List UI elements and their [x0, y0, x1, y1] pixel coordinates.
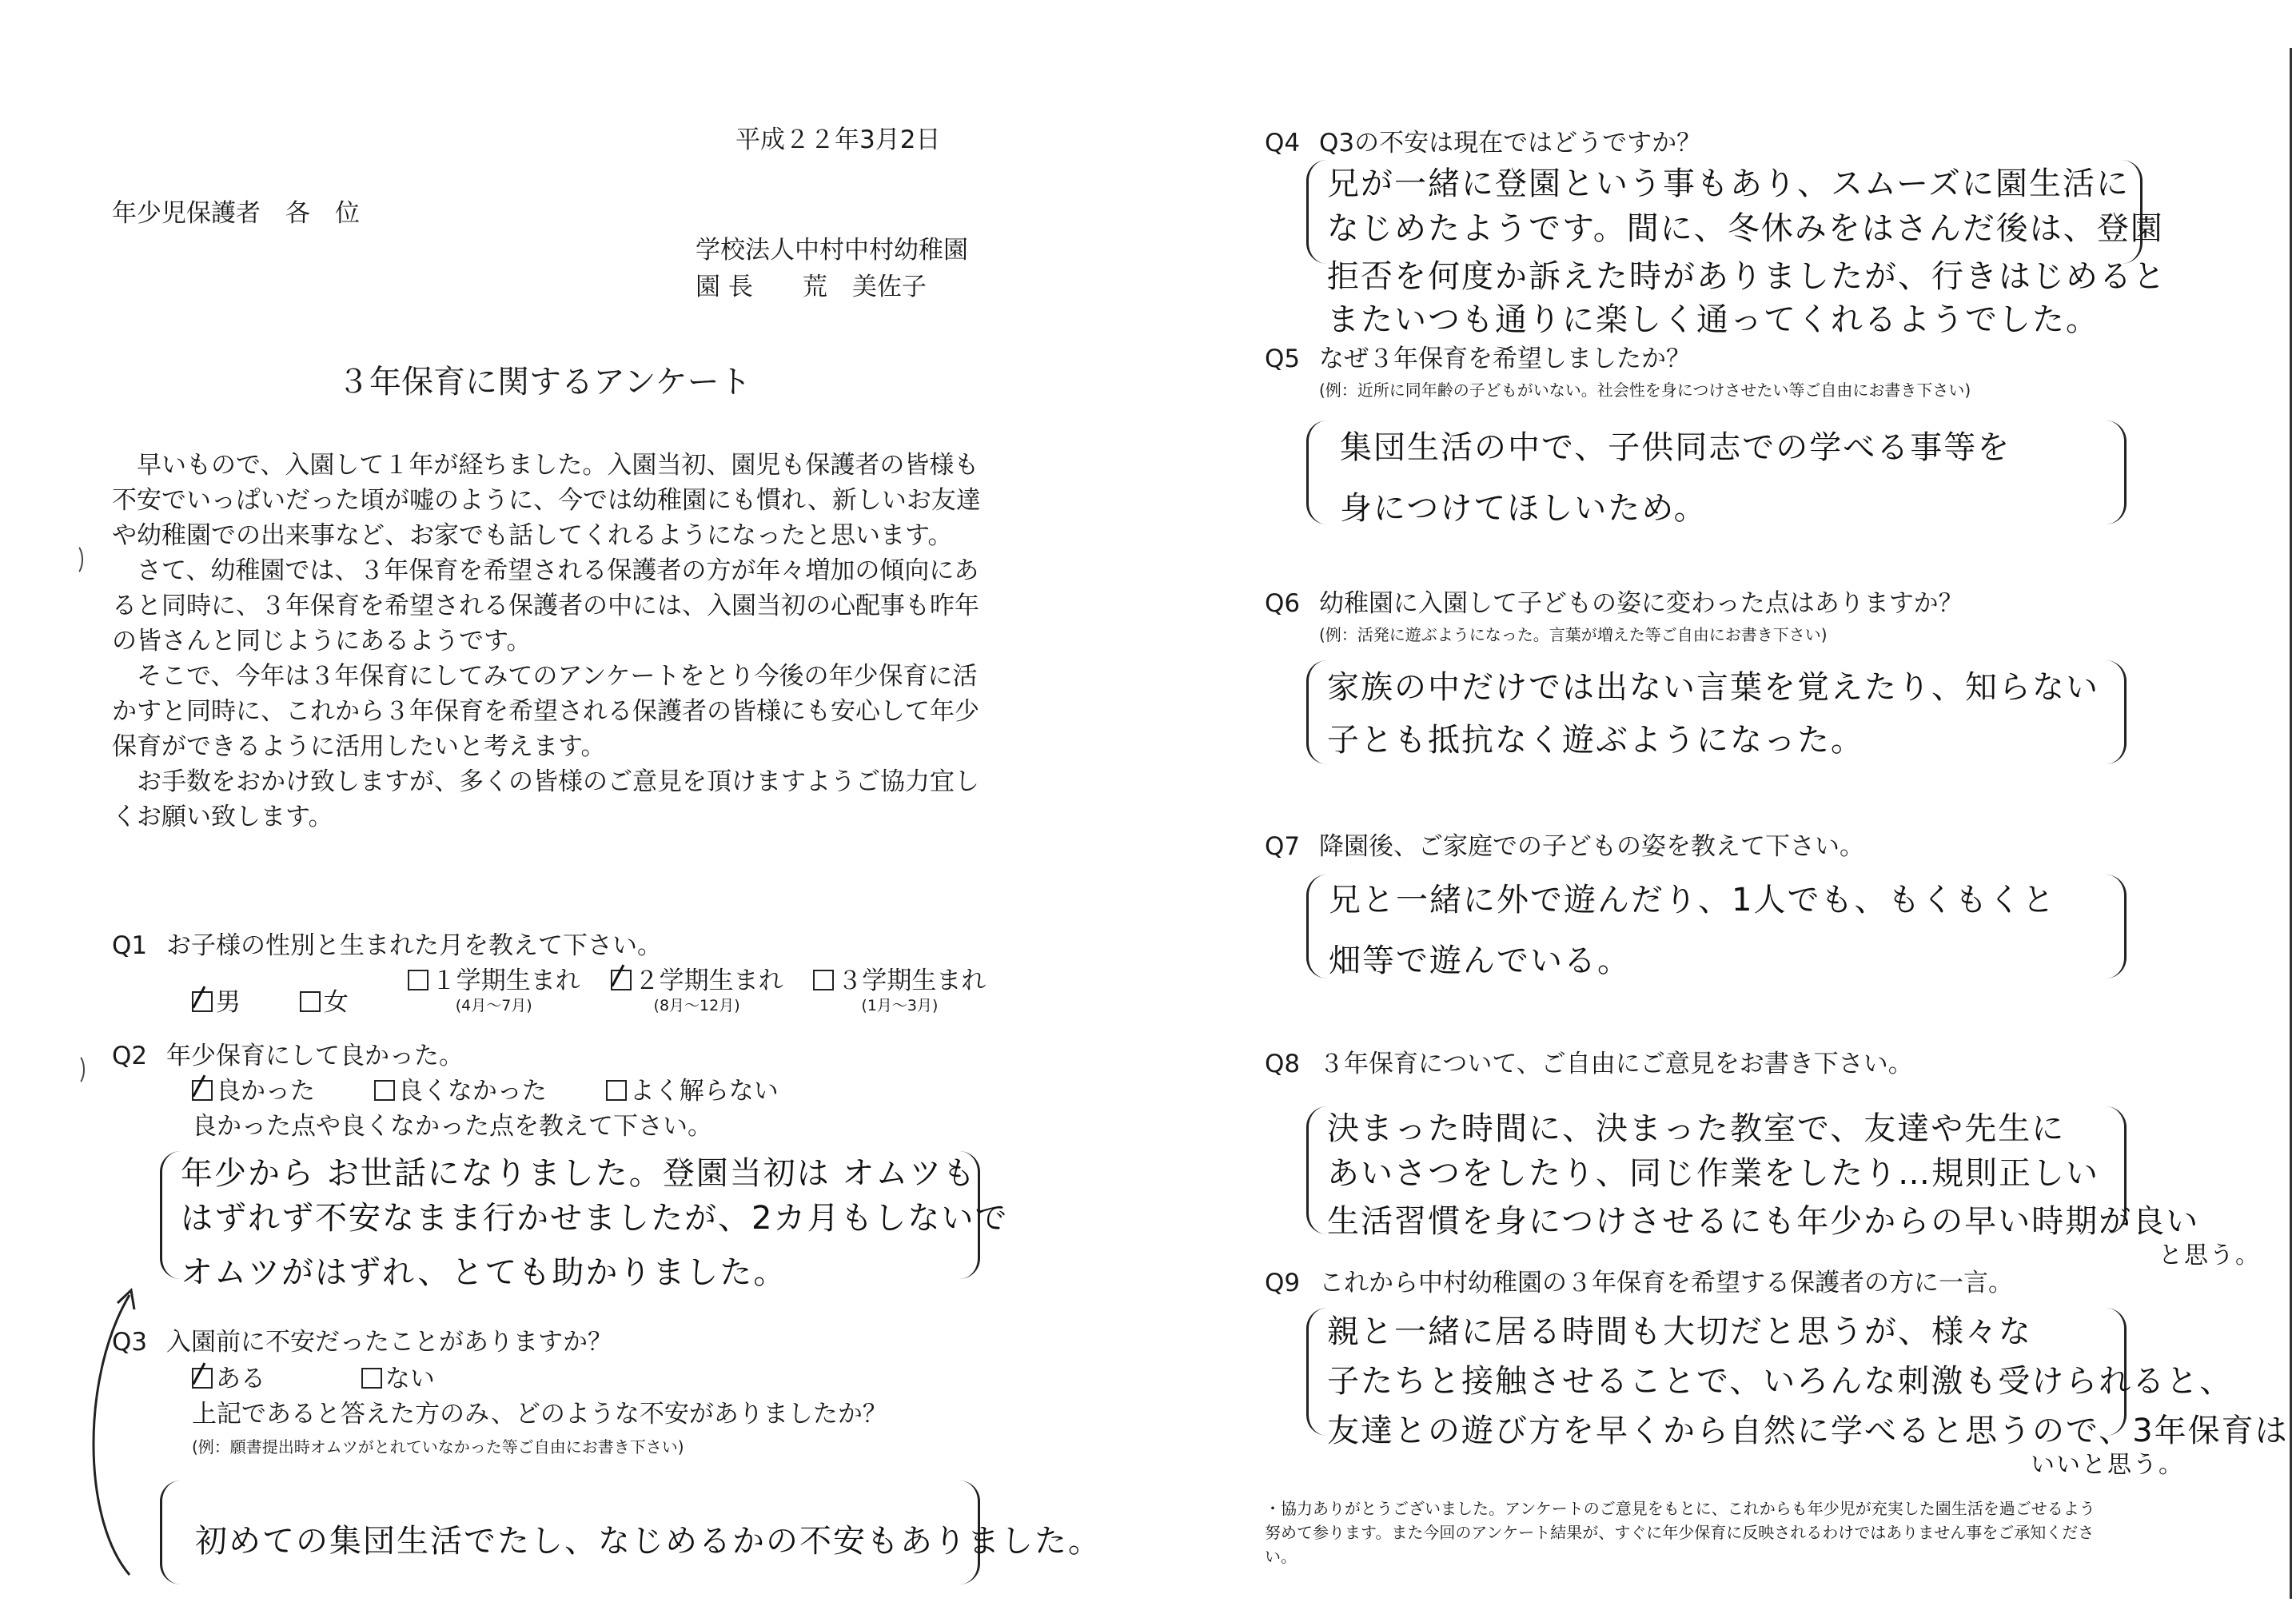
question-2 [112, 1044, 464, 1069]
question-number: Q2 [112, 1042, 148, 1070]
q3-options [192, 1367, 435, 1392]
q7-answer-line: 兄と一緒に外で遊んだり、1人でも、もくもくと [1329, 882, 2056, 919]
intro-text [112, 448, 983, 835]
checkbox[interactable] [606, 1080, 627, 1101]
q6-answer-line: 子とも抵抗なく遊ぶようになった。 [1327, 722, 1864, 759]
q2-answer-line: 年少から お世話になりました。登園当初は オムツも [181, 1155, 977, 1192]
q2-answer-line: オムツがはずれ、とても助かりました。 [181, 1254, 787, 1291]
binder-hole-mark [66, 544, 83, 576]
question-8 [1265, 1052, 1913, 1077]
checkbox[interactable] [361, 1368, 382, 1389]
q3-followup: 上記であると答えた方のみ、どのような不安がありましたか？ [192, 1400, 887, 1429]
question-9 [1265, 1271, 2013, 1296]
question-text: 降園後、ご家庭での子どもの姿を教えて下さい。 [1319, 832, 1864, 861]
intro-paragraph: そこで、今年は３年保育にしてみてのアンケートをとり今後の年少保育に活かすと同時に、これから３年保育を希望される保護者の皆様にも安心して年少保育ができるように活用したいと考えます。 [112, 662, 979, 761]
checkbox-checked[interactable] [192, 991, 213, 1012]
q1-option-female[interactable]: 女 [300, 990, 349, 1015]
q8-answer-line: あいさつをしたり、同じ作業をしたり…規則正しい [1327, 1155, 2099, 1192]
school-name: 学校法人中村中村幼稚園 [696, 236, 968, 265]
question-number: Q4 [1265, 129, 1301, 157]
recipient: 年少児保護者 各 位 [112, 199, 360, 228]
question-3 [112, 1330, 612, 1355]
question-6 [1265, 589, 1963, 618]
q1-option-term2[interactable]: ２学期生まれ (8月～12月) [611, 969, 783, 1014]
question-5 [1265, 347, 1691, 372]
question-number: Q1 [112, 931, 148, 960]
q2-option-good[interactable]: 良かった [192, 1079, 315, 1104]
q2-option-unsure[interactable]: よく解らない [606, 1079, 779, 1104]
question-text: お子様の性別と生まれた月を教えて下さい。 [166, 931, 662, 960]
question-number: Q9 [1265, 1269, 1301, 1297]
question-1 [112, 931, 662, 960]
q3-option-yes[interactable]: ある [192, 1367, 265, 1392]
question-text: これから中村幼稚園の３年保育を希望する保護者の方に一言。 [1319, 1269, 2013, 1297]
q5-answer-line: 身につけてほしいため。 [1340, 490, 1708, 527]
q9-answer-line: 子たちと接触させることで、いろんな刺激も受けられると、 [1327, 1363, 2234, 1400]
question-number: Q6 [1265, 589, 1301, 618]
checkbox[interactable] [408, 970, 429, 990]
document-date: 平成２２年3月2日 [735, 126, 941, 154]
q5-example: (例：近所に同年齢の子どもがいない。社会性を身につけさせたい等ご自由にお書き下さい) [1319, 381, 1971, 400]
q6-example: (例：活発に遊ぶようになった。言葉が増えた等ご自由にお書き下さい) [1319, 625, 1828, 644]
question-text: 入園前に不安だったことがありますか？ [166, 1328, 612, 1357]
q2-answer-line: はずれず不安なまま行かせましたが、2カ月もしないで [181, 1200, 1009, 1237]
question-text: ３年保育について、ご自由にご意見をお書き下さい。 [1319, 1050, 1913, 1078]
question-number: Q5 [1265, 345, 1301, 373]
q1-option-term1[interactable]: １学期生まれ (4月～7月) [408, 969, 580, 1014]
intro-paragraph: さて、幼稚園では、３年保育を希望される保護者の方が年々増加の傾向にあると同時に、３年保育を希望される保護者の中には、入園当初の心配事も昨年の皆さんと同じようにあるようです。 [112, 556, 979, 656]
checkbox-checked[interactable] [192, 1080, 213, 1101]
q9-answer-line: 友達との遊び方を早くから自然に学べると思うので、3年保育は [1327, 1413, 2289, 1449]
q8-answer-tail: と思う。 [2158, 1241, 2261, 1269]
page-title: ３年保育に関するアンケート [337, 364, 751, 401]
q7-answer-line: 畑等で遊んでいる。 [1329, 943, 1631, 979]
checkbox[interactable] [813, 970, 834, 990]
intro-paragraph: お手数をおかけ致しますが、多くの皆様のご意見を頂けますようご協力宜しくお願い致します。 [112, 767, 979, 831]
question-text: なぜ３年保育を希望しましたか？ [1319, 345, 1691, 373]
q6-answer-line: 家族の中だけでは出ない言葉を覚えたり、知らない [1327, 669, 2099, 706]
q5-answer-line: 集団生活の中で、子供同志での学べる事等を [1340, 429, 2011, 466]
q9-answer-line: 親と一緒に居る時間も大切だと思うが、様々な [1327, 1313, 2032, 1350]
q8-answer-line: 決まった時間に、決まった教室で、友達や先生に [1327, 1110, 2066, 1147]
q9-answer-tail: いいと思う。 [2031, 1451, 2184, 1479]
intro-paragraph: 早いもので、入園して１年が経ちました。入園当初、園児も保護者の皆様も不安でいっぱいだった頃が嘘のように、今では幼稚園にも慣れ、新しいお友達や幼稚園での出来事など、お家でも話してくれるようになったと思います。 [112, 451, 981, 550]
q2-options [192, 1079, 779, 1104]
hand-drawn-arrow [74, 1279, 161, 1583]
q1-option-male[interactable]: 男 [192, 990, 241, 1015]
q1-options [192, 966, 987, 1017]
footer-note: ・協力ありがとうございました。アンケートのご意見をもとに、これからも年少児が充実した園生活を過ごせるよう努めて参ります。また今回のアンケート結果が、すぐに年少保育に反映されるわけではありません事をご承知ください。 [1265, 1499, 2095, 1566]
question-text: Q3の不安は現在ではどうですか？ [1319, 129, 1702, 157]
q4-answer-line: なじめたようです。間に、冬休みをはさんだ後は、登園 [1327, 210, 2164, 247]
q1-option-term3[interactable]: ３学期生まれ (1月～3月) [813, 969, 986, 1014]
binder-hole-mark [67, 1054, 85, 1086]
question-number: Q7 [1265, 832, 1301, 861]
question-text: 年少保育にして良かった。 [166, 1042, 464, 1070]
checkbox-checked[interactable] [611, 970, 632, 990]
question-7 [1265, 832, 1864, 861]
checkbox[interactable] [300, 991, 321, 1012]
q2-option-not-good[interactable]: 良くなかった [374, 1079, 547, 1104]
question-number: Q3 [112, 1328, 148, 1357]
question-4 [1265, 131, 1701, 156]
question-number: Q8 [1265, 1050, 1301, 1078]
q3-example: (例：願書提出時オムツがとれていなかった等ご自由にお書き下さい) [192, 1437, 684, 1457]
principal-name: 園 長 荒 美佐子 [696, 273, 927, 301]
question-text: 幼稚園に入園して子どもの姿に変わった点はありますか？ [1319, 589, 1963, 618]
q8-answer-line: 生活習慣を身につけさせるにも年少からの早い時期が良い [1327, 1203, 2200, 1240]
q3-answer-line: 初めての集団生活でたし、なじめるかの不安もありました。 [195, 1523, 1102, 1560]
q4-answer-line: またいつも通りに楽しく通ってくれるようでした。 [1327, 301, 2099, 338]
q4-answer-line: 拒否を何度か訴えた時がありましたが、行きはじめると [1327, 258, 2166, 295]
q2-followup: 良かった点や良くなかった点を教えて下さい。 [192, 1112, 712, 1141]
q4-answer-line: 兄が一緒に登園という事もあり、スムーズに園生活に [1327, 165, 2130, 202]
checkbox[interactable] [374, 1080, 395, 1101]
scan-edge-line [2290, 48, 2292, 1599]
q3-option-no[interactable]: ない [361, 1367, 435, 1392]
checkbox-checked[interactable] [192, 1368, 213, 1389]
